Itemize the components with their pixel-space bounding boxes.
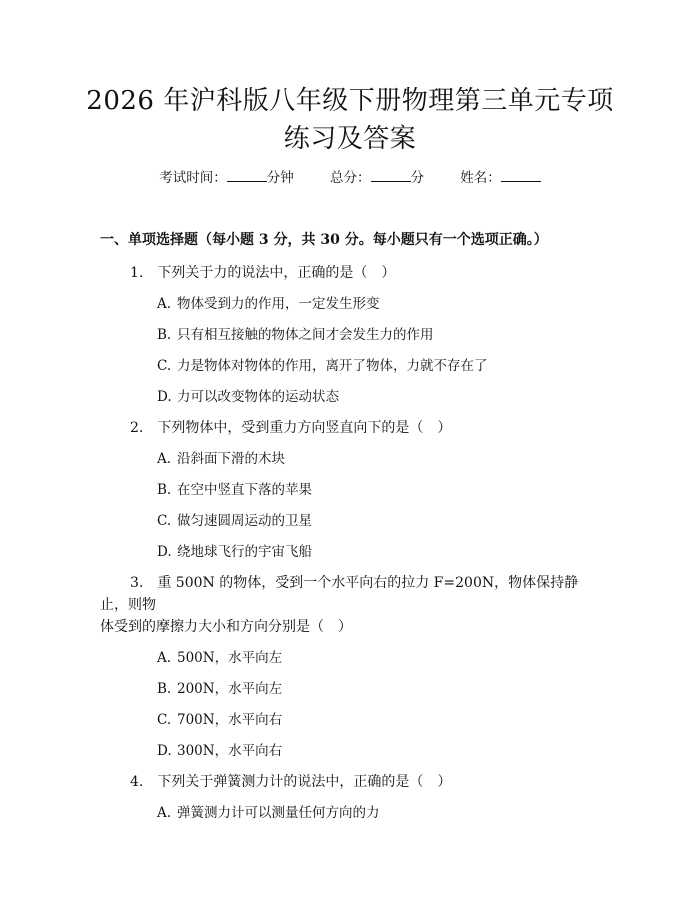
total-score-label: 总分：	[330, 170, 371, 186]
question-text: 下列关于力的说法中，正确的是（ ）	[157, 265, 396, 281]
option-2b: B. 在空中竖直下落的苹果	[157, 482, 312, 498]
student-name-label: 姓名：	[460, 170, 501, 186]
option-2d: D. 绕地球飞行的宇宙飞船	[157, 544, 312, 560]
option-3c: C. 700N，水平向右	[157, 712, 283, 728]
option-3d: D. 300N，水平向右	[157, 743, 283, 759]
exam-meta	[0, 168, 700, 188]
question-4	[0, 771, 700, 793]
option-2a: A. 沿斜面下滑的木块	[157, 451, 285, 467]
document-title	[0, 82, 700, 158]
section-heading-single-choice: 一、单项选择题（每小题 3 分，共 30 分。每小题只有一个选项正确。）	[100, 232, 548, 248]
exam-time-label: 考试时间：	[159, 170, 227, 186]
question-text-line2: 体受到的摩擦力大小和方向分别是（ ）	[100, 619, 352, 635]
question-3	[0, 572, 700, 616]
question-list	[0, 262, 700, 824]
option-4a: A. 弹簧测力计可以测量任何方向的力	[157, 805, 380, 821]
option-1a: A. 物体受到力的作用，一定发生形变	[157, 296, 380, 312]
exam-time	[159, 168, 294, 188]
question-number: 2.	[130, 420, 144, 436]
title-line-2: 练习及答案	[283, 124, 417, 154]
question-text-line1: 重 500N 的物体，受到一个水平向右的拉力 F=200N，物体保持静止，则物	[100, 575, 579, 613]
option-1b: B. 只有相互接触的物体之间才会发生力的作用	[157, 327, 434, 343]
total-score-blank[interactable]	[371, 169, 411, 182]
option-1d: D. 力可以改变物体的运动状态	[157, 389, 339, 405]
question-number: 1.	[130, 265, 144, 281]
option-3a: A. 500N，水平向左	[157, 650, 283, 666]
question-text: 下列关于弹簧测力计的说法中，正确的是（ ）	[157, 774, 452, 790]
exam-time-blank[interactable]	[227, 169, 267, 182]
option-2c: C. 做匀速圆周运动的卫星	[157, 513, 312, 529]
title-line-1: 2026 年沪科版八年级下册物理第三单元专项	[86, 86, 614, 116]
exam-time-unit: 分钟	[266, 170, 294, 186]
question-2	[0, 417, 700, 439]
option-1c: C. 力是物体对物体的作用，离开了物体，力就不存在了	[157, 358, 488, 374]
question-number: 4.	[130, 774, 144, 790]
total-score	[330, 168, 424, 188]
student-name-blank[interactable]	[501, 169, 541, 182]
total-score-unit: 分	[410, 170, 424, 186]
question-number: 3.	[130, 575, 144, 591]
student-name	[460, 168, 541, 188]
question-1	[0, 262, 700, 284]
question-text: 下列物体中，受到重力方向竖直向下的是（ ）	[157, 420, 452, 436]
question-3-continued	[0, 616, 700, 638]
option-3b: B. 200N，水平向左	[157, 681, 283, 697]
